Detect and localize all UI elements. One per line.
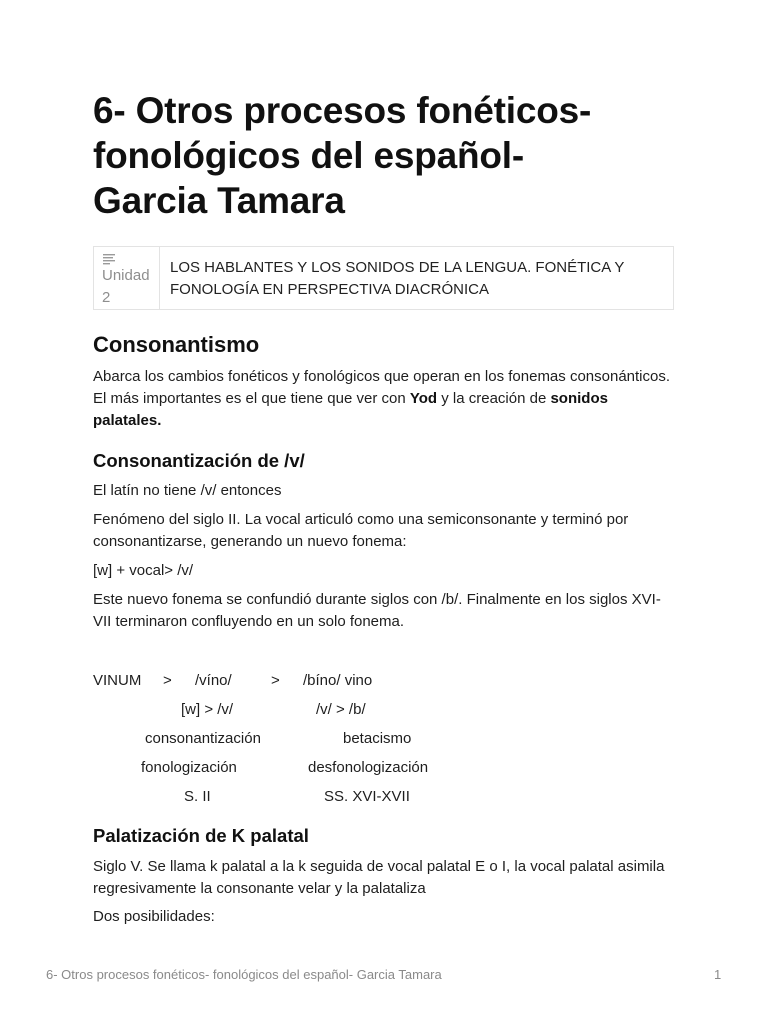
title-line: fonológicos del español- — [93, 135, 524, 176]
property-value: LOS HABLANTES Y LOS SONIDOS DE LA LENGUA. FONÉTICA Y FONOLOGÍA EN PERSPECTIVA DIACRÓNICA — [170, 259, 625, 298]
example-cell: > — [163, 672, 172, 689]
paragraph: Siglo V. Se llama k palatal a la k seguida de vocal palatal E o I, la vocal palatal asimila regresivamente la consonante velar y la palataliza — [93, 858, 665, 897]
example-cell: consonantización — [145, 730, 261, 747]
paragraph: Este nuevo fonema se confundió durante siglos con /b/. Finalmente en los siglos XVI-VII terminaron confluyendo en un solo fonema. — [93, 591, 661, 630]
example-cell: betacismo — [343, 730, 412, 747]
property-key-label: Unidad — [102, 267, 150, 284]
example-cell: /v/ > /b/ — [316, 701, 366, 718]
bold-sonidos-palatales: sonidos palatales. — [93, 390, 608, 429]
example-cell: VINUM — [93, 672, 142, 689]
paragraph: Dos posibilidades: — [93, 908, 215, 925]
example-cell: /bíno/ vino — [303, 672, 373, 689]
section-heading-consonantismo: Consonantismo — [93, 332, 260, 357]
property-key-number: 2 — [102, 289, 111, 306]
section-heading-consonantizacion: Consonantización de /v/ — [93, 450, 305, 471]
example-cell: SS. XVI-XVII — [324, 788, 410, 805]
paragraph: El latín no tiene /v/ entonces — [93, 482, 282, 499]
footer-title: 6- Otros procesos fonéticos- fonológicos del español- Garcia Tamara — [46, 967, 442, 982]
example-cell: S. II — [184, 788, 211, 805]
text-run: y la creación de — [437, 390, 551, 407]
bold-yod: Yod — [409, 390, 438, 407]
title-line: Garcia Tamara — [93, 180, 345, 221]
example-cell: /víno/ — [195, 672, 232, 689]
example-cell: [w] > /v/ — [181, 701, 234, 718]
paragraph: Fenómeno del siglo II. La vocal articuló como una semiconsonante y terminó por consonantizarse, generando un nuevo fonema: — [93, 511, 629, 550]
property-key — [94, 247, 160, 309]
consonantismo-paragraph — [93, 366, 675, 432]
section-heading-palatizacion: Palatización de K palatal — [93, 825, 309, 846]
title-line: 6- Otros procesos fonéticos- — [93, 90, 592, 131]
page-title — [93, 88, 675, 223]
text-lines-icon — [102, 251, 116, 265]
property-table — [93, 246, 674, 310]
example-cell: fonologización — [141, 759, 237, 776]
example-cell: desfonologización — [308, 759, 429, 776]
example-cell: > — [271, 672, 280, 689]
footer-page-number: 1 — [714, 967, 722, 982]
text-run: Abarca los cambios fonéticos y fonológicos que operan en los fonemas consonánticos. El más importantes es el que tiene que ver con — [93, 368, 671, 407]
paragraph: [w] + vocal> /v/ — [93, 562, 194, 579]
